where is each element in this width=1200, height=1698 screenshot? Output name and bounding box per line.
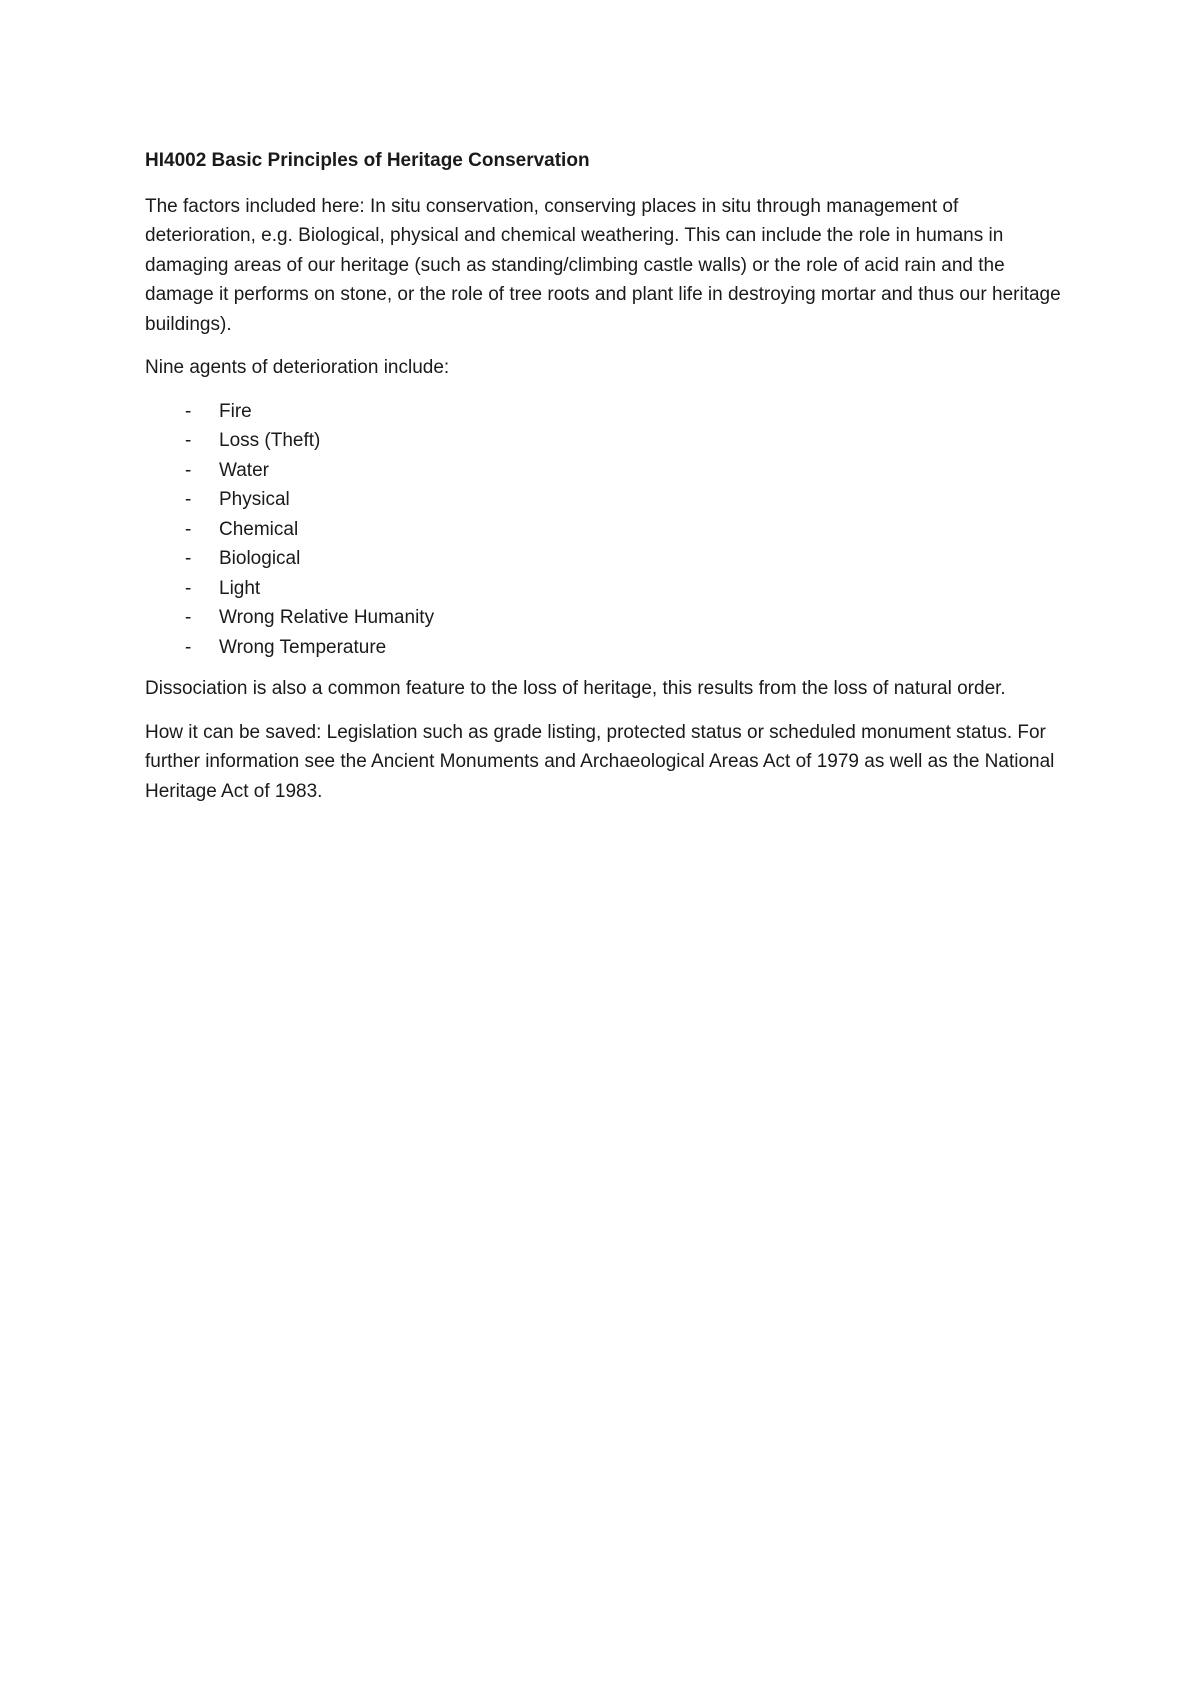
bullet-dash: - xyxy=(185,459,192,481)
bullet-dash: - xyxy=(185,577,192,599)
agents-heading: Nine agents of deterioration include: xyxy=(145,357,450,378)
list-item xyxy=(145,485,1065,515)
bullet-dash: - xyxy=(185,400,192,422)
agent-label: Fire xyxy=(219,400,252,422)
bullet-dash: - xyxy=(185,636,192,658)
agent-label: Biological xyxy=(219,548,301,569)
agent-label: Wrong Relative Humanity xyxy=(219,607,435,628)
saved-paragraph: How it can be saved: Legislation such as grade listing, protected status or scheduled monument status. For further information see the Ancient Monuments and Archaeological Areas Act of 1979 as well as the National Heritage Act of 1983. xyxy=(145,721,1055,802)
list-item xyxy=(145,603,1065,633)
bullet-dash: - xyxy=(185,518,192,540)
list-item xyxy=(145,515,1065,545)
agents-list xyxy=(145,397,1065,663)
list-item xyxy=(145,574,1065,604)
list-item xyxy=(145,544,1065,574)
list-item xyxy=(145,397,1065,427)
list-item xyxy=(145,456,1065,486)
agent-label: Physical xyxy=(219,489,290,510)
intro-paragraph: The factors included here: In situ conservation, conserving places in situ through management of deterioration, e.g. Biological, physical and chemical weathering. This can include the role in humans in damaging areas of our heritage (such as standing/climbing castle walls) or the role of acid rain and the damage it performs on stone, or the role of tree roots and plant life in destroying mortar and thus our heritage buildings). xyxy=(145,195,1061,335)
dissociation-paragraph: Dissociation is also a common feature to the loss of heritage, this results from the loss of natural order. xyxy=(145,678,1006,699)
document-title: HI4002 Basic Principles of Heritage Conservation xyxy=(145,150,590,171)
agent-label: Wrong Temperature xyxy=(219,636,387,658)
agent-label: Chemical xyxy=(219,518,299,540)
document-body xyxy=(145,146,1065,820)
list-item xyxy=(145,426,1065,456)
bullet-dash: - xyxy=(185,548,192,569)
list-item xyxy=(145,633,1065,663)
bullet-dash: - xyxy=(185,430,192,451)
agent-label: Water xyxy=(219,459,269,481)
agent-label: Light xyxy=(219,577,261,599)
bullet-dash: - xyxy=(185,489,192,510)
agent-label: Loss (Theft) xyxy=(219,430,321,451)
bullet-dash: - xyxy=(185,607,192,628)
